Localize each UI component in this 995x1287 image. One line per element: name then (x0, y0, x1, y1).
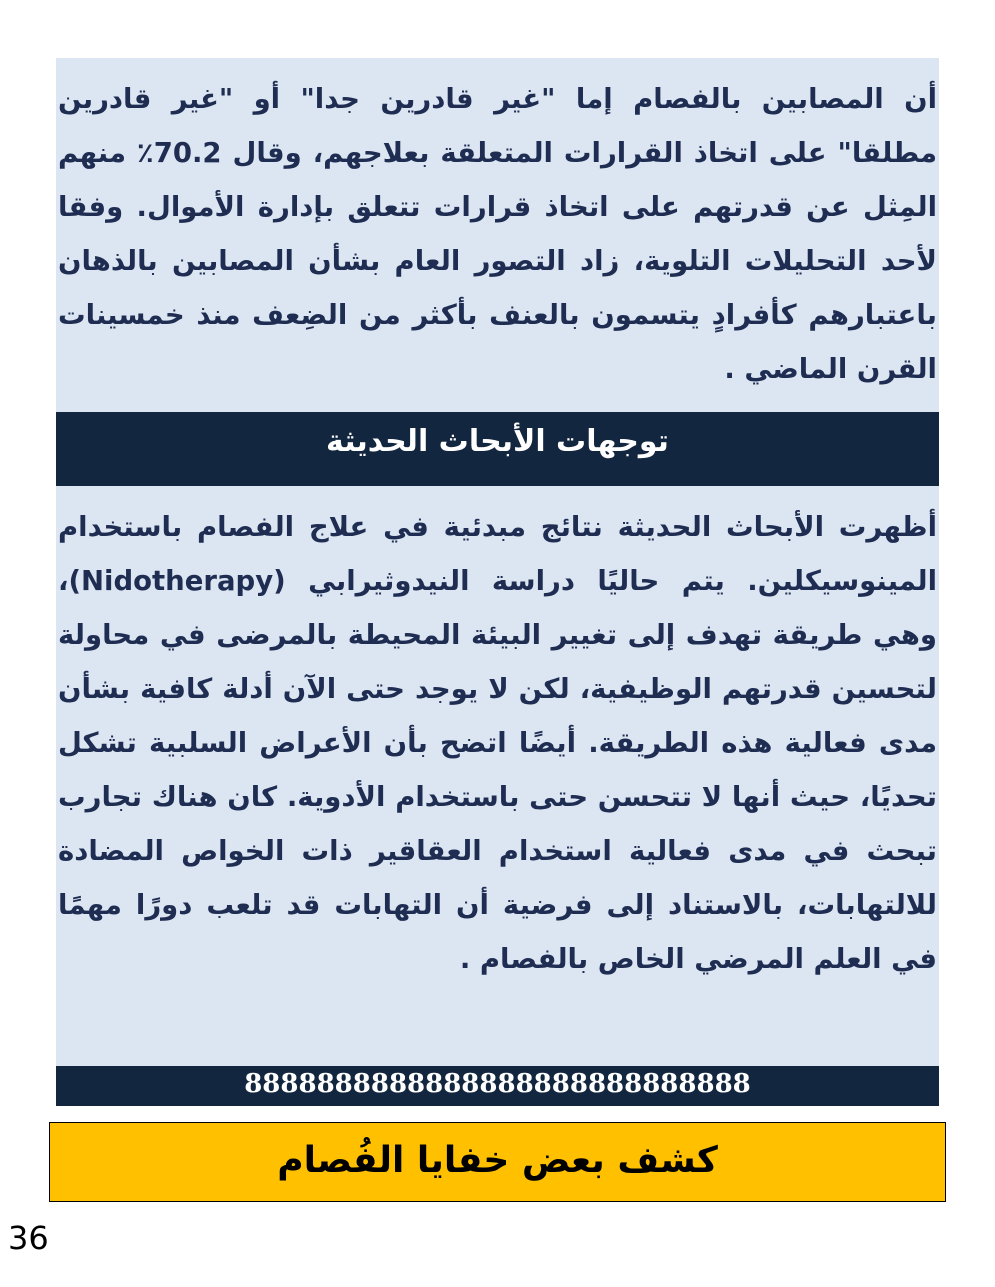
paragraph-stigma: أن المصابين بالفصام إما "غير قادرين جدا" أو "غير قادرين مطلقا" على اتخاذ القرارات المتعلقة بعلاجهم، وقال 70.2٪ منهم المِثل عن قدرتهم على اتخاذ قرارات تتعلق بإدارة الأموال. وفقا لأحد التحليلات التلوية، زاد التصور العام بشأن المصابين بالذهان باعتبارهم كأفرادٍ يتسمون بالعنف بأكثر من الضِعف منذ خمسينات القرن الماضي . (56, 58, 939, 412)
paragraph-recent-research: أظهرت الأبحاث الحديثة نتائج مبدئية في علاج الفصام باستخدام المينوسيكلين. يتم حاليًا دراسة النيدوثيرابي (Nidotherapy)، وهي طريقة تهدف إلى تغيير البيئة المحيطة بالمرضى في محاولة لتحسين قدرتهم الوظيفية، لكن لا يوجد حتى الآن أدلة كافية بشأن مدى فعالية هذه الطريقة. أيضًا اتضح بأن الأعراض السلبية تشكل تحديًا، حيث أنها لا تتحسن حتى باستخدام الأدوية. كان هناك تجارب تبحث في مدى فعالية استخدام العقاقير ذات الخواص المضادة للالتهابات، بالاستناد إلى فرضية أن التهابات قد تلعب دورًا مهمًا في العلم المرضي الخاص بالفصام . (56, 486, 939, 1066)
separator-bar: 8888888888888888888888888888 (56, 1066, 939, 1106)
page-number: 36 (8, 1219, 49, 1257)
footer-book-title: كشف بعض خفايا الفُصام (49, 1122, 946, 1202)
section-heading-recent-research: توجهات الأبحاث الحديثة (56, 412, 939, 486)
